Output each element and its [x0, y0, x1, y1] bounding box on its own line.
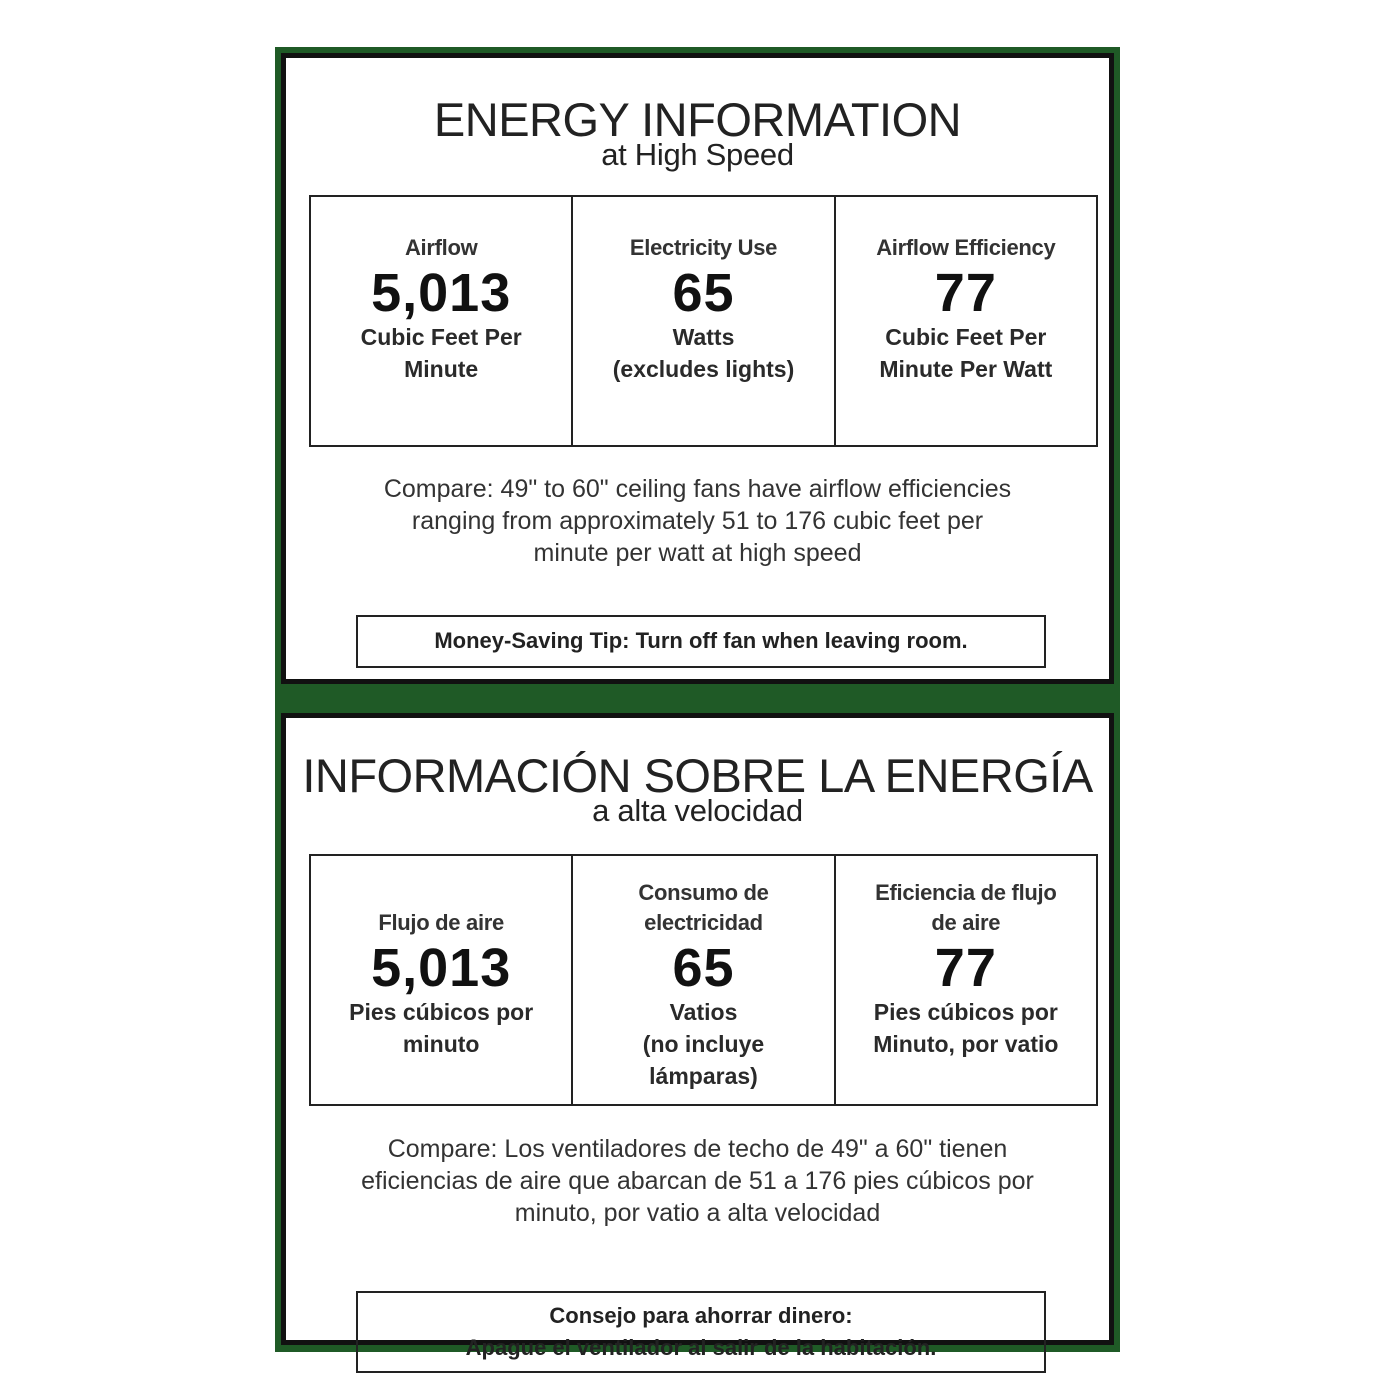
flujo-de-aire-unit: Pies cúbicos por minuto	[349, 999, 534, 1057]
spanish-panel	[281, 713, 1114, 1360]
english-subtitle: at High Speed	[601, 137, 794, 172]
spanish-title: INFORMACIÓN SOBRE LA ENERGÍA	[302, 749, 1093, 802]
eficiencia-unit: Pies cúbicos por Minuto, por vatio	[873, 999, 1059, 1057]
spanish-metrics-grid	[309, 854, 1098, 1106]
electricity-use-unit: Watts (excludes lights)	[612, 324, 795, 382]
english-title: ENERGY INFORMATION	[433, 93, 962, 146]
electricity-use-heading: Electricity Use	[629, 235, 778, 260]
flujo-de-aire-cell	[311, 856, 573, 1104]
english-panel	[281, 53, 1114, 684]
airflow-unit: Cubic Feet Per Minute	[360, 324, 522, 382]
english-money-saving-tip: Money-Saving Tip: Turn off fan when leaving room.	[356, 615, 1046, 668]
airflow-cell	[311, 197, 573, 445]
flujo-de-aire-value: 5,013	[371, 938, 512, 998]
eficiencia-heading: Eficiencia de flujo de aire	[875, 880, 1057, 935]
green-divider-band	[275, 684, 1120, 713]
flujo-de-aire-heading: Flujo de aire	[378, 910, 504, 935]
electricity-use-cell	[573, 197, 835, 445]
airflow-heading: Airflow	[404, 235, 478, 260]
airflow-efficiency-cell	[836, 197, 1096, 445]
consumo-unit: Vatios (no incluye lámparas)	[642, 999, 765, 1089]
eficiencia-value: 77	[934, 938, 997, 998]
eficiencia-cell	[836, 856, 1096, 1104]
spanish-money-saving-tip: Consejo para ahorrar dinero: Apague el ventilador al salir de la habitación.	[356, 1291, 1046, 1373]
english-metrics-grid	[309, 195, 1098, 447]
spanish-subtitle: a alta velocidad	[592, 793, 803, 828]
airflow-value: 5,013	[371, 263, 512, 323]
consumo-cell	[573, 856, 835, 1104]
spanish-compare-text: Compare: Los ventiladores de techo de 49" a 60" tienen eficiencias de aire que abarcan de 51 a 176 pies cúbicos por minuto, por vatio a alta velocidad	[361, 1135, 1034, 1227]
english-compare-text: Compare: 49" to 60" ceiling fans have airflow efficiencies ranging from approximately 51 to 176 cubic feet per minute per watt at high speed	[383, 475, 1012, 567]
consumo-value: 65	[672, 938, 735, 998]
electricity-use-value: 65	[672, 263, 735, 323]
consumo-heading: Consumo de electricidad	[638, 880, 769, 935]
airflow-efficiency-value: 77	[934, 263, 997, 323]
airflow-efficiency-unit: Cubic Feet Per Minute Per Watt	[879, 324, 1053, 382]
airflow-efficiency-heading: Airflow Efficiency	[876, 235, 1056, 260]
energy-label	[275, 47, 1120, 1360]
